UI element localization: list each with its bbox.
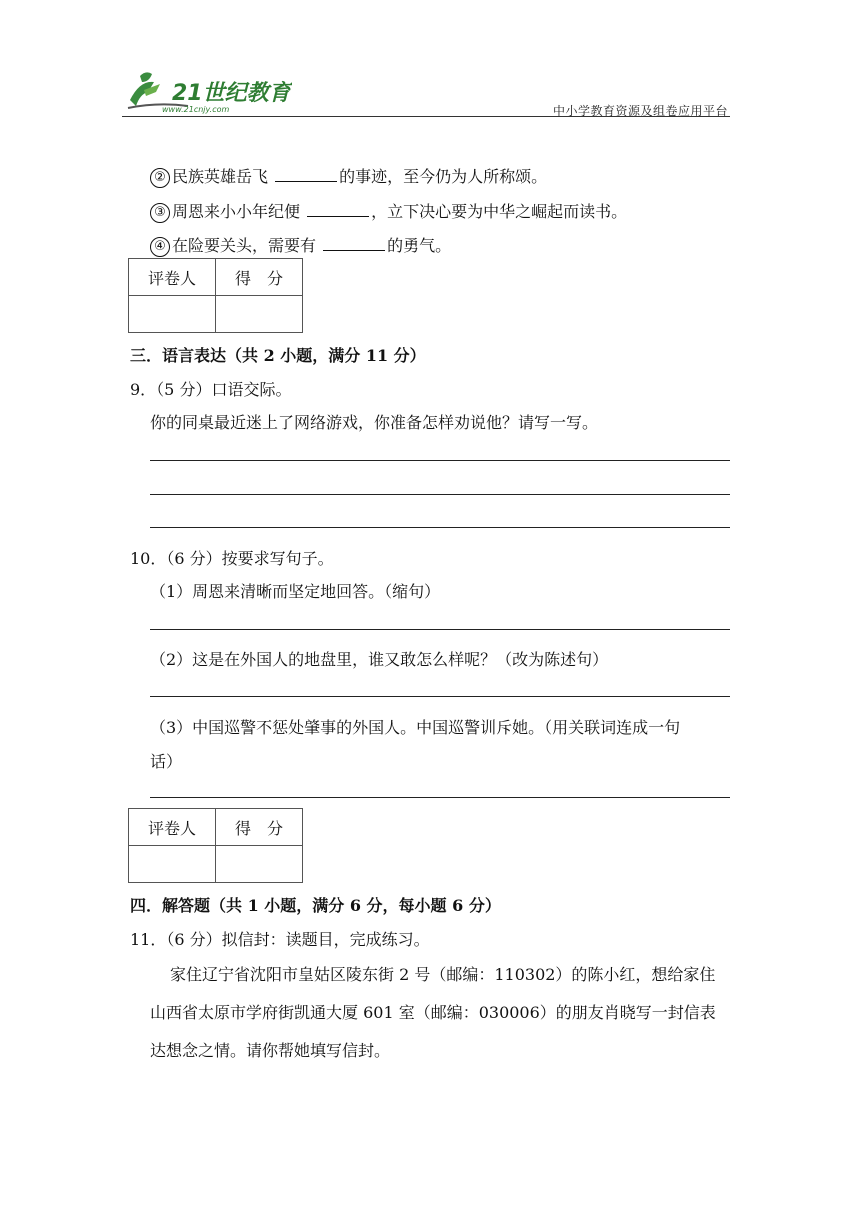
question-10-2: （2）这是在外国人的地盘里，谁又敢怎么样呢？（改为陈述句） <box>150 650 609 669</box>
platform-name: 中小学教育资源及组卷应用平台 <box>552 104 728 118</box>
question-10-3-line2: 话） <box>150 752 183 771</box>
score-label: 得 分 <box>216 259 303 296</box>
21cnjy-logo <box>122 66 292 116</box>
question-11-text: 家住辽宁省沈阳市皇姑区陵东街 2 号（邮编：110302）的陈小红，想给家住山西省太原市学府街凯通大厦 601 室（邮编：030006）的朋友肖晓写一封信表达想念之情。请你帮她填写信封。 <box>150 965 716 1060</box>
answer-line[interactable] <box>150 527 730 528</box>
score-box <box>128 808 303 883</box>
answer-line[interactable] <box>150 460 730 461</box>
item-number: ④ <box>150 237 170 257</box>
grader-cell[interactable] <box>129 846 216 883</box>
header-divider <box>122 116 730 117</box>
grader-cell[interactable] <box>129 296 216 333</box>
answer-line[interactable] <box>150 494 730 495</box>
question-10-1: （1）周恩来清晰而坚定地回答。（缩句） <box>150 582 441 601</box>
answer-blank[interactable] <box>307 202 369 217</box>
answer-line[interactable] <box>150 629 730 630</box>
answer-blank[interactable] <box>275 167 337 182</box>
answer-blank[interactable] <box>323 236 385 251</box>
answer-line[interactable] <box>150 696 730 697</box>
question-9-prompt: 你的同桌最近迷上了网络游戏，你准备怎样劝说他？请写一写。 <box>150 413 599 432</box>
fill-item-3: ③ 周恩来小小年纪便 ，立下决心要为中华之崛起而读书。 <box>150 199 627 223</box>
score-cell[interactable] <box>216 846 303 883</box>
section-4-title: 四．解答题（共 1 小题，满分 6 分，每小题 6 分） <box>130 896 501 915</box>
question-10-3-line1: （3）中国巡警不惩处肇事的外国人。中国巡警训斥她。（用关联词连成一句 <box>150 718 681 737</box>
svg-text:21世纪教育: 21世纪教育 <box>172 81 291 106</box>
question-11: 11．（6 分）拟信封：读题目，完成练习。 <box>130 930 430 949</box>
fill-item-2: ② 民族英雄岳飞 的事迹，至今仍为人所称颂。 <box>150 164 547 188</box>
question-10: 10．（6 分）按要求写句子。 <box>130 549 334 568</box>
grader-label: 评卷人 <box>129 259 216 296</box>
section-3-title: 三．语言表达（共 2 小题，满分 11 分） <box>130 346 426 365</box>
page-header <box>122 66 730 118</box>
grader-label: 评卷人 <box>129 809 216 846</box>
item-number: ② <box>150 168 170 188</box>
fill-item-4: ④ 在险要关头，需要有 的勇气。 <box>150 233 451 257</box>
answer-line[interactable] <box>150 797 730 798</box>
score-box <box>128 258 303 333</box>
item-number: ③ <box>150 203 170 223</box>
question-9: 9．（5 分）口语交际。 <box>130 380 292 399</box>
svg-text:www.21cnjy.com: www.21cnjy.com <box>162 105 230 114</box>
score-cell[interactable] <box>216 296 303 333</box>
score-label: 得 分 <box>216 809 303 846</box>
